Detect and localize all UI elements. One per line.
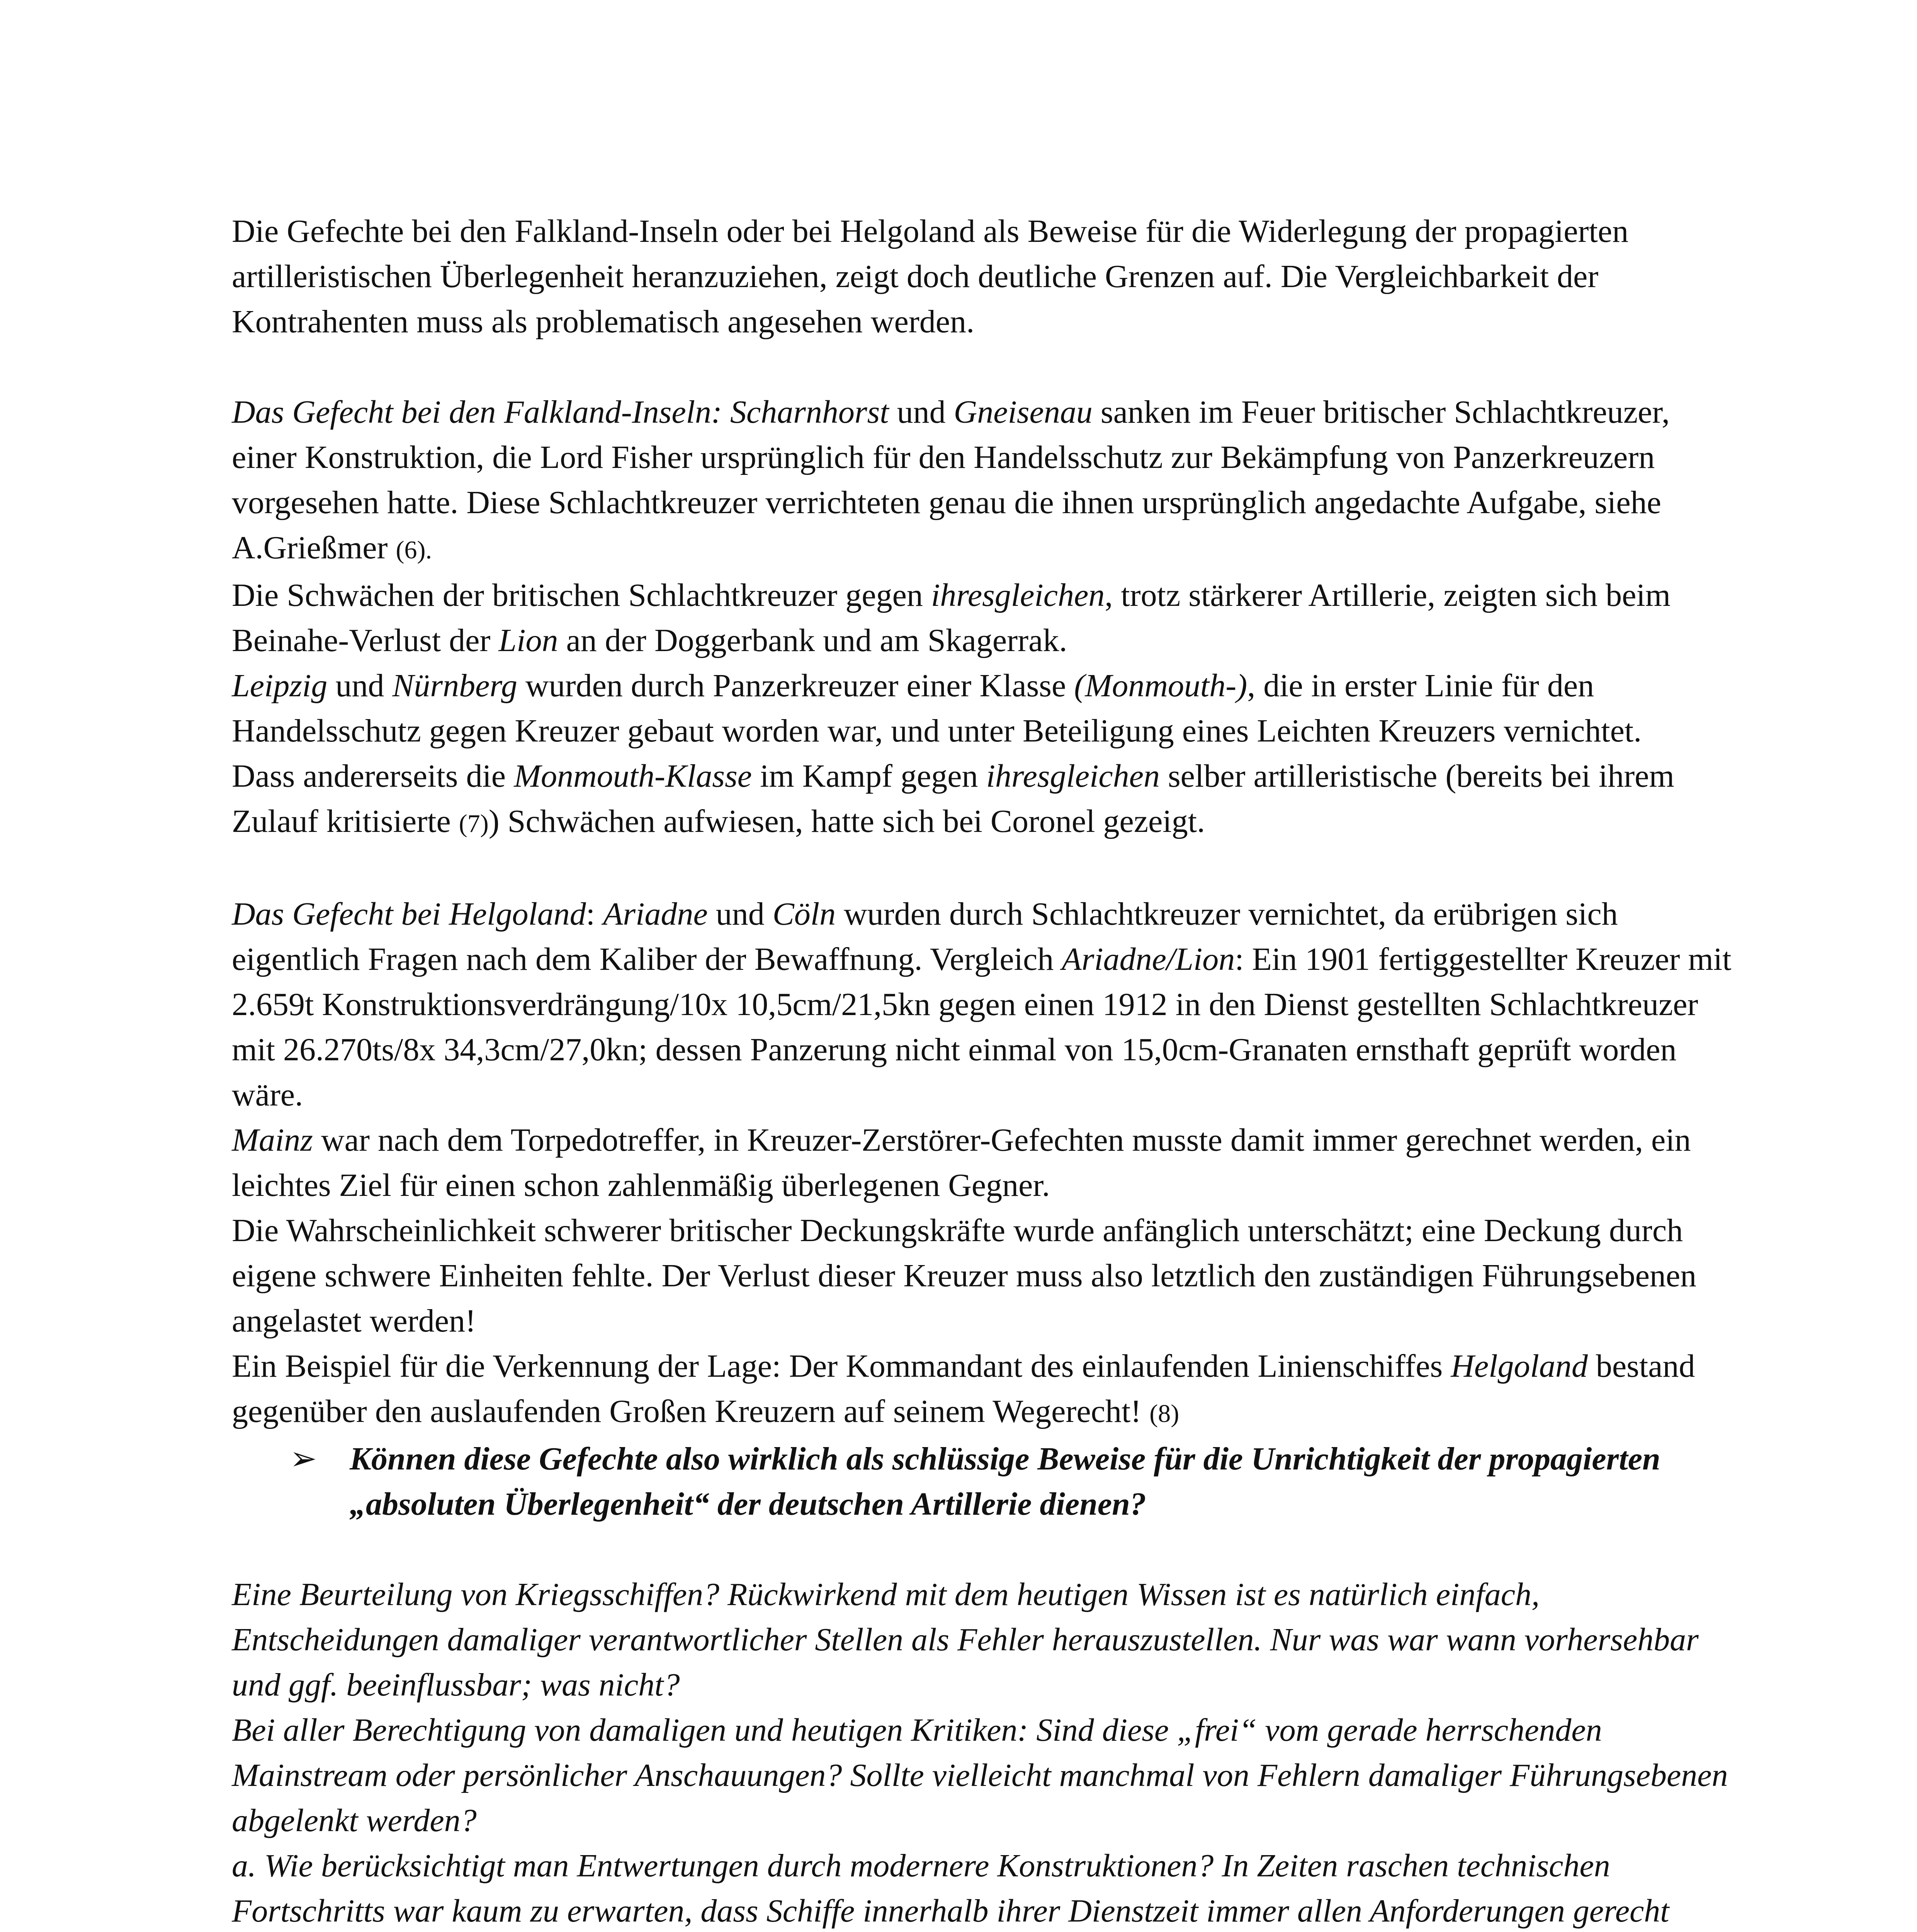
text-run: , die in erster Linie für den Handelsschutz gegen Kreuzer gebaut worden war, und unter Beteiligung eines Leichten Kreuzers vernichtet.: [232, 668, 1642, 749]
italic-run: ihresgleichen: [931, 577, 1105, 613]
text-run: Ein Beispiel für die Verkennung der Lage: Der Kommandant des einlaufenden Linienschiffes: [232, 1348, 1451, 1384]
document-body: [232, 209, 1739, 1932]
ship-mainz: Mainz: [232, 1122, 313, 1158]
question-bullet: [232, 1436, 1739, 1527]
italic-run: Ariadne/Lion: [1062, 941, 1235, 977]
helgoland-paragraph: [232, 891, 1739, 1436]
closing-paragraph-2: Bei aller Berechtigung von damaligen und heutigen Kritiken: Sind diese „frei“ vom gerade herrschenden Mainstream oder persönlicher Anschauungen? Sollte vielleicht manchmal von Fehlern damaliger Führungsebenen abgelenkt werden?: [232, 1712, 1728, 1838]
text-run: :: [586, 896, 603, 932]
falkland-paragraph: [232, 389, 1739, 846]
paragraph-gap: [232, 846, 1739, 891]
closing-paragraph-3: a. Wie berücksichtigt man Entwertungen durch modernere Konstruktionen? In Zeiten raschen technischen Fortschritts war kaum zu erwarten, dass Schiffe innerhalb ihrer Dienstzeit immer allen Anforderungen gerecht: [232, 1848, 1669, 1929]
text-run: , trotz stärkerer Artillerie, zeigten sich beim Beinahe-Verlust der: [232, 577, 1671, 658]
text-run: bestand gegenüber den auslaufenden Großen Kreuzern auf seinem Wegerecht!: [232, 1348, 1695, 1429]
text-run: Die Schwächen der britischen Schlachtkreuzer gegen: [232, 577, 931, 613]
intro-paragraph: Die Gefechte bei den Falkland-Inseln oder bei Helgoland als Beweise für die Widerlegung der propagierten artilleristischen Überlegenheit heranzuziehen, zeigt doch deutliche Grenzen auf. Die Vergleichbarkeit der Kontrahenten muss als problematisch angesehen werden.: [232, 213, 1629, 340]
closing-block: [232, 1572, 1739, 1932]
text-run: selber artilleristische (bereits bei ihrem Zulauf kritisierte: [232, 758, 1674, 839]
helgoland-heading: Das Gefecht bei Helgoland: [232, 896, 586, 932]
footnote-ref-6: (6).: [396, 536, 432, 564]
arrow-bullet-icon: ➢: [290, 1441, 317, 1477]
ship-nuernberg: Nürnberg: [392, 668, 517, 704]
italic-run: ihresgleichen: [986, 758, 1160, 794]
falkland-heading: Das Gefecht bei den Falkland-Inseln: Scharnhorst: [232, 394, 889, 430]
italic-run: Monmouth-Klasse: [514, 758, 752, 794]
footnote-ref-7: (7): [459, 810, 489, 838]
closing-paragraph-1: Eine Beurteilung von Kriegsschiffen? Rückwirkend mit dem heutigen Wissen ist es natürlich einfach, Entscheidungen damaliger verantwortlicher Stellen als Fehler herauszustellen. Nur was war wann vorhersehbar und ggf. beeinflussbar; was nicht?: [232, 1577, 1699, 1703]
paragraph-gap: [232, 1527, 1739, 1572]
text-run: und: [889, 394, 954, 430]
ship-lion: Lion: [498, 622, 558, 658]
ship-gneisenau: Gneisenau: [953, 394, 1093, 430]
text-run: im Kampf gegen: [752, 758, 986, 794]
text-run: ) Schwächen aufwiesen, hatte sich bei Coronel gezeigt.: [488, 803, 1205, 839]
ship-leipzig: Leipzig: [232, 668, 328, 704]
text-run: und: [707, 896, 773, 932]
text-run: wurden durch Panzerkreuzer einer Klasse: [517, 668, 1074, 704]
text-run: sanken im Feuer britischer Schlachtkreuzer, einer Konstruktion, die Lord Fisher ursprünglich für den Handelsschutz zur Bekämpfung von Panzerkreuzern vorgesehen hatte. Diese Schlachtkreuzer verrichteten genau die ihnen ursprünglich angedachte Aufgabe, siehe A.Grießmer: [232, 394, 1670, 566]
text-run: Die Wahrscheinlichkeit schwerer britischer Deckungskräfte wurde anfänglich unterschätzt; eine Deckung durch eigene schwere Einheiten fehlte. Der Verlust dieser Kreuzer muss also letztlich den zuständigen Führungsebenen angelastet werden!: [232, 1213, 1697, 1339]
text-run: war nach dem Torpedotreffer, in Kreuzer-Zerstörer-Gefechten musste damit immer gerechnet werden, ein leichtes Ziel für einen schon zahlenmäßig überlegenen Gegner.: [232, 1122, 1691, 1203]
ship-coeln: Cöln: [772, 896, 836, 932]
bullet-text: Können diese Gefechte also wirklich als schlüssige Beweise für die Unrichtigkeit der propagierten „absoluten Überlegenheit“ der deutschen Artillerie dienen?: [350, 1441, 1660, 1522]
footnote-ref-8: (8): [1149, 1400, 1179, 1428]
ship-ariadne: Ariadne: [603, 896, 708, 932]
text-run: : Ein 1901 fertiggestellter Kreuzer mit 2.659t Konstruktionsverdrängung/10x 10,5cm/21,5kn gegen einen 1912 in den Dienst gestellten Schlachtkreuzer mit 26.270ts/8x 34,3cm/27,0kn; dessen Panzerung nicht einmal von 15,0cm-Granaten ernsthaft geprüft worden wäre.: [232, 941, 1732, 1113]
paragraph-gap: [232, 344, 1739, 389]
text-run: an der Doggerbank und am Skagerrak.: [558, 622, 1067, 658]
italic-run: (Monmouth-): [1074, 668, 1247, 704]
ship-helgoland: Helgoland: [1451, 1348, 1588, 1384]
text-run: und: [327, 668, 393, 704]
text-run: wurden durch Schlachtkreuzer vernichtet, da erübrigen sich eigentlich Fragen nach dem Kaliber der Bewaffnung. Vergleich: [232, 896, 1618, 977]
text-run: Dass andererseits die: [232, 758, 514, 794]
